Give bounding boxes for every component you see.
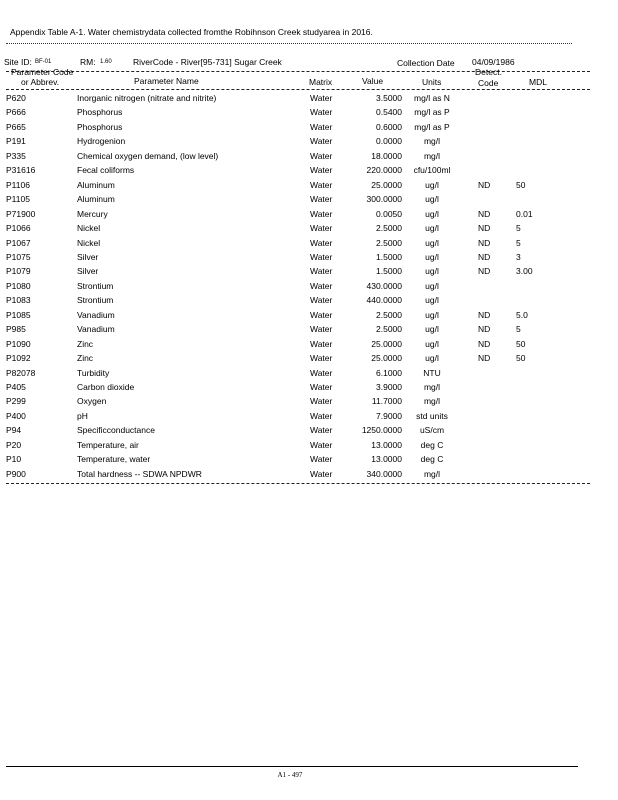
- table-row: [0, 295, 618, 309]
- cell-matrix: Water: [310, 194, 333, 205]
- cell-detect-code: ND: [478, 179, 491, 190]
- cell-param-name: Vanadium: [77, 324, 115, 335]
- cell-detect-code: ND: [478, 353, 491, 364]
- cell-units: mg/l as P: [414, 107, 450, 118]
- cell-units: cfu/100ml: [413, 165, 451, 176]
- table-row: [0, 93, 618, 107]
- cell-value: 340.0000: [366, 468, 402, 479]
- cell-param-name: Hydrogenion: [77, 136, 126, 147]
- cell-detect-code: ND: [478, 309, 491, 320]
- cell-param-name: Zinc: [77, 353, 94, 364]
- cell-param-name: Silver: [77, 266, 99, 277]
- collection-date-value: 04/09/1986: [472, 57, 515, 67]
- table-row: [0, 238, 618, 252]
- cell-units: ug/l: [425, 223, 439, 234]
- table-title: Appendix Table A-1. Water chemistrydata collected fromthe Robihnson Creek studyarea in 2016.: [10, 27, 373, 37]
- cell-param-code: P666: [6, 107, 26, 118]
- col-header-units: Units: [422, 77, 442, 87]
- site-id-label: Site ID:: [4, 57, 32, 67]
- cell-detect-code: ND: [478, 338, 491, 349]
- cell-param-name: Aluminum: [77, 179, 115, 190]
- cell-units: ug/l: [425, 353, 439, 364]
- table-row: [0, 151, 618, 165]
- table-row: [0, 440, 618, 454]
- cell-matrix: Water: [310, 251, 333, 262]
- cell-param-code: P1105: [6, 194, 30, 205]
- cell-param-code: P400: [6, 410, 26, 421]
- cell-units: mg/l: [423, 468, 441, 479]
- table-row: [0, 165, 618, 179]
- cell-matrix: Water: [310, 208, 333, 219]
- table-row: [0, 368, 618, 382]
- table-row: [0, 382, 618, 396]
- river-code: RiverCode - River[95-731] Sugar Creek: [133, 57, 282, 67]
- table-row: [0, 107, 618, 121]
- cell-param-name: Turbidity: [77, 367, 110, 378]
- cell-units: mg/l: [423, 136, 441, 147]
- cell-param-code: P1106: [6, 179, 30, 190]
- cell-units: ug/l: [425, 266, 439, 277]
- cell-matrix: Water: [310, 136, 333, 147]
- cell-units: ug/l: [425, 324, 439, 335]
- table-row: [0, 194, 618, 208]
- cell-param-code: P900: [6, 468, 26, 479]
- collection-date-label: Collection Date: [397, 58, 455, 68]
- cell-matrix: Water: [310, 410, 333, 421]
- cell-param-code: P405: [6, 382, 26, 392]
- cell-matrix: Water: [310, 165, 333, 176]
- cell-matrix: Water: [310, 439, 333, 450]
- cell-value: 6.1000: [376, 367, 402, 378]
- cell-value: 2.5000: [376, 223, 402, 234]
- cell-units: mg/l as P: [414, 121, 450, 132]
- cell-units: NTU: [423, 367, 441, 378]
- cell-value: 1.5000: [376, 266, 402, 277]
- cell-value: 13.0000: [371, 454, 402, 465]
- cell-value: 220.0000: [366, 165, 402, 176]
- cell-mdl: 5: [516, 223, 521, 234]
- table-row: [0, 469, 618, 483]
- cell-param-name: Zinc: [77, 338, 94, 349]
- cell-param-name: Fecal coliforms: [77, 165, 135, 176]
- cell-value: 430.0000: [366, 280, 402, 291]
- table-row: [0, 122, 618, 136]
- table-row: [0, 281, 618, 295]
- cell-matrix: Water: [310, 237, 333, 248]
- site-id-value: BF-01: [35, 59, 52, 65]
- title-divider: [6, 43, 572, 44]
- cell-param-name: Carbon dioxide: [77, 382, 135, 392]
- col-header-detect-line1: Detect.: [475, 67, 502, 77]
- cell-param-code: P20: [6, 439, 22, 450]
- cell-units: uS/cm: [419, 425, 445, 436]
- table-row: [0, 252, 618, 266]
- cell-units: ug/l: [425, 280, 439, 291]
- cell-param-code: P299: [6, 396, 26, 407]
- cell-units: mg/l: [423, 150, 441, 161]
- table-row: [0, 223, 618, 237]
- cell-matrix: Water: [310, 425, 333, 436]
- cell-value: 11.7000: [371, 396, 402, 407]
- cell-matrix: Water: [310, 338, 333, 349]
- cell-param-code: P1085: [6, 309, 31, 320]
- cell-param-code: P1083: [6, 295, 31, 306]
- cell-value: 1250.0000: [361, 425, 402, 436]
- cell-mdl: 3: [516, 251, 521, 262]
- cell-param-name: Nickel: [77, 223, 101, 234]
- cell-matrix: Water: [310, 367, 333, 378]
- cell-param-code: P71900: [6, 208, 36, 219]
- cell-param-name: Chemical oxygen demand, (low level): [77, 150, 219, 161]
- table-end-divider: [6, 483, 590, 484]
- cell-matrix: Water: [310, 454, 333, 465]
- cell-units: deg C: [420, 439, 444, 450]
- cell-value: 2.5000: [376, 324, 402, 335]
- cell-param-name: Phosphorus: [77, 121, 123, 132]
- cell-units: ug/l: [425, 295, 439, 306]
- cell-param-name: Oxygen: [77, 396, 107, 407]
- cell-matrix: Water: [310, 179, 333, 190]
- cell-mdl: 5: [516, 324, 521, 335]
- table-row: [0, 266, 618, 280]
- cell-param-code: P10: [6, 454, 22, 465]
- cell-value: 2.5000: [376, 309, 402, 320]
- col-header-detect-line2: Code: [478, 78, 499, 88]
- col-header-code-line1: Parameter Code: [11, 67, 74, 77]
- cell-param-code: P1075: [6, 251, 31, 262]
- cell-param-name: Specificconductance: [77, 425, 155, 436]
- cell-param-name: pH: [77, 410, 88, 421]
- cell-matrix: Water: [310, 280, 333, 291]
- cell-param-code: P1080: [6, 280, 31, 291]
- cell-units: ug/l: [425, 237, 439, 248]
- cell-param-code: P620: [6, 93, 26, 103]
- rm-value: 1.60: [100, 59, 112, 65]
- cell-detect-code: ND: [478, 324, 491, 335]
- cell-value: 440.0000: [366, 295, 402, 306]
- col-header-value: Value: [362, 76, 384, 86]
- table-row: [0, 396, 618, 410]
- cell-matrix: Water: [310, 295, 333, 306]
- cell-param-code: P191: [6, 136, 26, 147]
- cell-detect-code: ND: [478, 266, 491, 277]
- cell-matrix: Water: [310, 309, 333, 320]
- col-header-mdl: MDL: [529, 77, 547, 87]
- header-divider-top: [6, 71, 590, 72]
- cell-param-code: P31616: [6, 165, 36, 176]
- table-row: [0, 353, 618, 367]
- cell-units: ug/l: [425, 194, 439, 205]
- cell-matrix: Water: [310, 266, 333, 277]
- footer-rule: [6, 766, 578, 767]
- cell-matrix: Water: [310, 121, 333, 132]
- cell-matrix: Water: [310, 396, 333, 407]
- col-header-name: Parameter Name: [134, 76, 199, 86]
- cell-detect-code: ND: [478, 223, 491, 234]
- cell-value: 13.0000: [371, 439, 402, 450]
- cell-param-code: P1092: [6, 353, 31, 364]
- cell-value: 3.5000: [376, 93, 402, 103]
- cell-value: 7.9000: [376, 410, 402, 421]
- cell-param-name: Inorganic nitrogen (nitrate and nitrite): [77, 93, 217, 103]
- cell-param-name: Strontium: [77, 295, 114, 306]
- cell-param-code: P985: [6, 324, 26, 335]
- cell-units: mg/l: [423, 396, 441, 407]
- cell-value: 1.5000: [376, 251, 402, 262]
- cell-param-name: Nickel: [77, 237, 101, 248]
- col-header-code-line2: or Abbrev.: [21, 77, 60, 87]
- cell-param-name: Silver: [77, 251, 99, 262]
- cell-value: 18.0000: [371, 150, 402, 161]
- cell-matrix: Water: [310, 382, 333, 392]
- cell-matrix: Water: [310, 150, 333, 161]
- cell-value: 2.5000: [376, 237, 402, 248]
- cell-matrix: Water: [310, 353, 333, 364]
- cell-value: 0.6000: [376, 121, 402, 132]
- cell-param-code: P1079: [6, 266, 31, 277]
- cell-param-code: P665: [6, 121, 26, 132]
- cell-param-name: Total hardness -- SDWA NPDWR: [77, 468, 202, 479]
- cell-value: 25.0000: [371, 338, 402, 349]
- cell-value: 0.0000: [376, 136, 402, 147]
- cell-value: 25.0000: [371, 353, 402, 364]
- cell-param-name: Phosphorus: [77, 107, 123, 118]
- cell-param-code: P335: [6, 150, 26, 161]
- cell-units: ug/l: [425, 251, 439, 262]
- cell-value: 0.5400: [376, 107, 402, 118]
- rm-label: RM:: [80, 57, 96, 67]
- cell-param-code: P1090: [6, 338, 31, 349]
- cell-value: 3.9000: [376, 382, 402, 392]
- cell-mdl: 5.0: [516, 309, 528, 320]
- cell-detect-code: ND: [478, 237, 491, 248]
- col-header-matrix: Matrix: [309, 77, 333, 87]
- table-row: [0, 425, 618, 439]
- cell-mdl: 50: [516, 179, 526, 190]
- cell-units: ug/l: [425, 208, 439, 219]
- cell-matrix: Water: [310, 324, 333, 335]
- table-row: [0, 180, 618, 194]
- cell-mdl: 0.01: [516, 208, 533, 219]
- cell-mdl: 50: [516, 353, 526, 364]
- cell-param-code: P82078: [6, 367, 36, 378]
- cell-mdl: 5: [516, 237, 521, 248]
- cell-detect-code: ND: [478, 251, 491, 262]
- cell-value: 25.0000: [371, 179, 402, 190]
- cell-param-name: Temperature, water: [77, 454, 151, 465]
- cell-units: ug/l: [425, 179, 439, 190]
- cell-units: mg/l: [423, 382, 441, 392]
- header-divider-bottom: [6, 89, 590, 90]
- cell-param-name: Aluminum: [77, 194, 115, 205]
- cell-units: std units: [416, 410, 448, 421]
- cell-mdl: 50: [516, 338, 526, 349]
- cell-param-name: Vanadium: [77, 309, 115, 320]
- cell-matrix: Water: [310, 107, 333, 118]
- cell-value: 300.0000: [366, 194, 402, 205]
- cell-units: ug/l: [425, 338, 439, 349]
- cell-units: deg C: [420, 454, 444, 465]
- cell-param-name: Mercury: [77, 208, 108, 219]
- cell-param-code: P1066: [6, 223, 31, 234]
- table-row: [0, 209, 618, 223]
- cell-param-name: Temperature, air: [77, 439, 139, 450]
- cell-param-code: P94: [6, 425, 22, 436]
- cell-units: ug/l: [425, 309, 439, 320]
- page-number: A1 - 497: [277, 771, 303, 779]
- cell-matrix: Water: [310, 223, 333, 234]
- cell-mdl: 3.00: [516, 266, 533, 277]
- table-row: [0, 411, 618, 425]
- cell-matrix: Water: [310, 93, 333, 103]
- table-row: [0, 454, 618, 468]
- cell-param-name: Strontium: [77, 280, 114, 291]
- cell-detect-code: ND: [478, 208, 491, 219]
- table-row: [0, 339, 618, 353]
- table-row: [0, 136, 618, 150]
- table-row: [0, 310, 618, 324]
- cell-value: 0.0050: [376, 208, 402, 219]
- cell-matrix: Water: [310, 468, 333, 479]
- cell-param-code: P1067: [6, 237, 31, 248]
- table-row: [0, 324, 618, 338]
- cell-units: mg/l as N: [414, 93, 450, 103]
